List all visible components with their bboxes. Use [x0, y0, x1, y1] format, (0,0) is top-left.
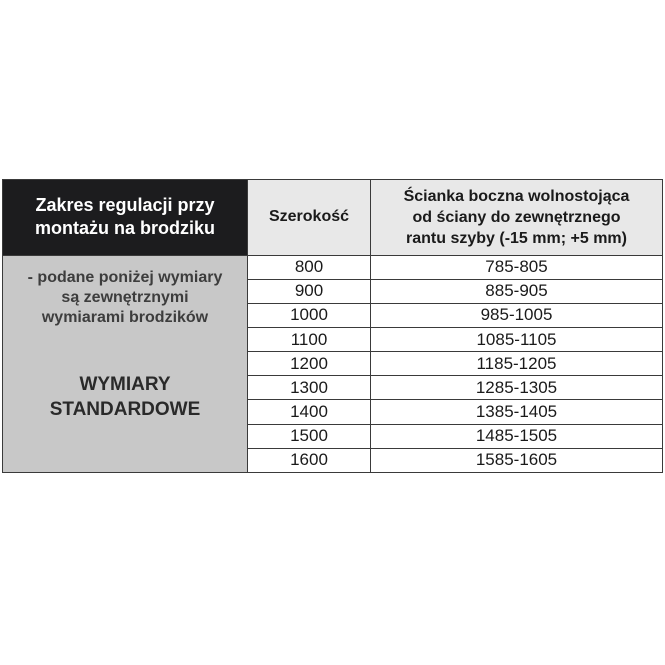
width-cell: 1500 — [248, 424, 371, 448]
range-cell: 1185-1205 — [371, 352, 663, 376]
side-note-line-1: - podane poniżej wymiary — [27, 268, 223, 286]
side-description-cell — [3, 255, 248, 473]
table-title-cell — [3, 180, 248, 256]
adjustment-range-table — [2, 179, 663, 473]
column-header-width — [248, 180, 371, 256]
range-cell: 1285-1305 — [371, 376, 663, 400]
table-title-line-2: montażu na brodziku — [35, 218, 215, 239]
width-cell: 1300 — [248, 376, 371, 400]
column-header-wall-line-3: rantu szyby (-15 mm; +5 mm) — [406, 229, 627, 247]
table-header-row — [3, 180, 663, 256]
width-cell: 1000 — [248, 303, 371, 327]
side-note-line-3: wymiarami brodzików — [41, 308, 209, 326]
width-cell: 1600 — [248, 448, 371, 472]
width-cell: 1200 — [248, 352, 371, 376]
side-note-line-2: są zewnętrznymi — [61, 288, 189, 306]
width-cell: 800 — [248, 255, 371, 279]
column-header-width-label: Szerokość — [268, 208, 350, 226]
side-note — [3, 268, 247, 328]
range-cell: 1485-1505 — [371, 424, 663, 448]
table-row — [3, 255, 663, 279]
range-cell: 1385-1405 — [371, 400, 663, 424]
table-title-line-1: Zakres regulacji przy — [35, 195, 215, 216]
column-header-wall-line-1: Ścianka boczna wolnostojąca — [403, 187, 630, 205]
width-cell: 1100 — [248, 327, 371, 351]
standard-sizes-line-1: WYMIARY — [79, 373, 171, 395]
range-cell: 1085-1105 — [371, 327, 663, 351]
column-header-wall-range — [371, 180, 663, 256]
range-cell: 1585-1605 — [371, 448, 663, 472]
range-cell: 985-1005 — [371, 303, 663, 327]
range-cell: 785-805 — [371, 255, 663, 279]
standard-sizes-line-2: STANDARDOWE — [49, 398, 201, 420]
column-header-wall-line-2: od ściany do zewnętrznego — [412, 208, 621, 226]
range-cell: 885-905 — [371, 279, 663, 303]
standard-sizes-label — [3, 372, 247, 422]
width-cell: 900 — [248, 279, 371, 303]
width-cell: 1400 — [248, 400, 371, 424]
